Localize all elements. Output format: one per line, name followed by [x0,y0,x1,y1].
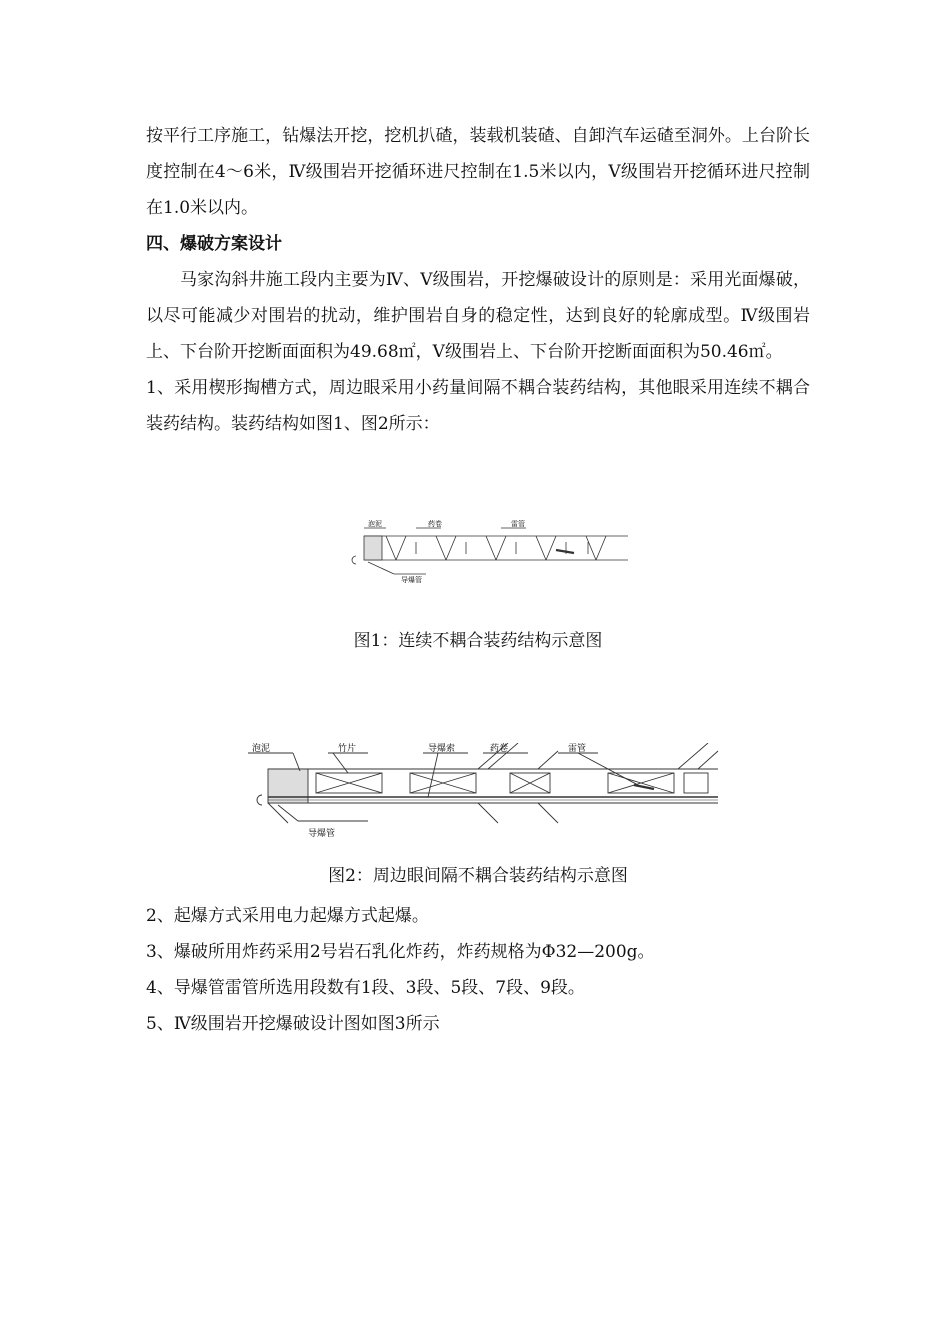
fig1-label-tube: 导爆管 [401,576,422,584]
fig2-label-detonator: 雷管 [568,744,587,754]
list-item: 2、起爆方式采用电力起爆方式起爆。 [146,906,429,926]
list-item: 5、Ⅳ级围岩开挖爆破设计图如图3所示 [146,1014,440,1034]
fig2-label-tube: 导爆管 [308,829,336,839]
figure-2-diagram [238,743,738,843]
fig2-label-cord: 导爆索 [428,744,456,754]
paragraph-item-1: 1、采用楔形掏槽方式，周边眼采用小药量间隔不耦合装药结构，其他眼采用连续不耦合装药结构。装药结构如图1、图2所示： [146,378,810,434]
section-heading: 四、爆破方案设计 [146,234,282,254]
fig1-label-cartridge: 药卷 [428,520,442,528]
figure-1-diagram [346,516,636,586]
fig2-label-stemming: 泡泥 [252,744,271,754]
paragraph-construction: 按平行工序施工，钻爆法开挖，挖机扒碴，装载机装碴、自卸汽车运碴至洞外。上台阶长度控制在4～6米，Ⅳ级围岩开挖循环进尺控制在1.5米以内，Ⅴ级围岩开挖循环进尺控制在1.0米以内。 [146,126,810,218]
fig1-label-stemming: 泡泥 [368,520,382,528]
figure-1 [346,516,636,586]
fig1-label-detonator: 雷管 [511,520,525,528]
numbered-list [146,898,810,1042]
figure-2-caption: 图2：周边眼间隔不耦合装药结构示意图 [328,866,628,886]
list-item: 3、爆破所用炸药采用2号岩石乳化炸药，炸药规格为Φ32—200g。 [146,942,655,962]
list-item: 4、导爆管雷管所选用段数有1段、3段、5段、7段、9段。 [146,978,585,998]
figure-2 [238,743,738,843]
figure-1-caption: 图1：连续不耦合装药结构示意图 [353,631,603,651]
document-page [146,118,810,1042]
fig2-label-cartridge: 药卷 [490,744,509,754]
paragraph-design-principle: 马家沟斜井施工段内主要为Ⅳ、Ⅴ级围岩，开挖爆破设计的原则是：采用光面爆破，以尽可能减少对围岩的扰动，维护围岩自身的稳定性，达到良好的轮廓成型。Ⅳ级围岩上、下台阶开挖断面面积为49.68㎡，Ⅴ级围岩上、下台阶开挖断面面积为50.46㎡。 [146,270,810,362]
fig2-label-bamboo: 竹片 [338,744,357,754]
